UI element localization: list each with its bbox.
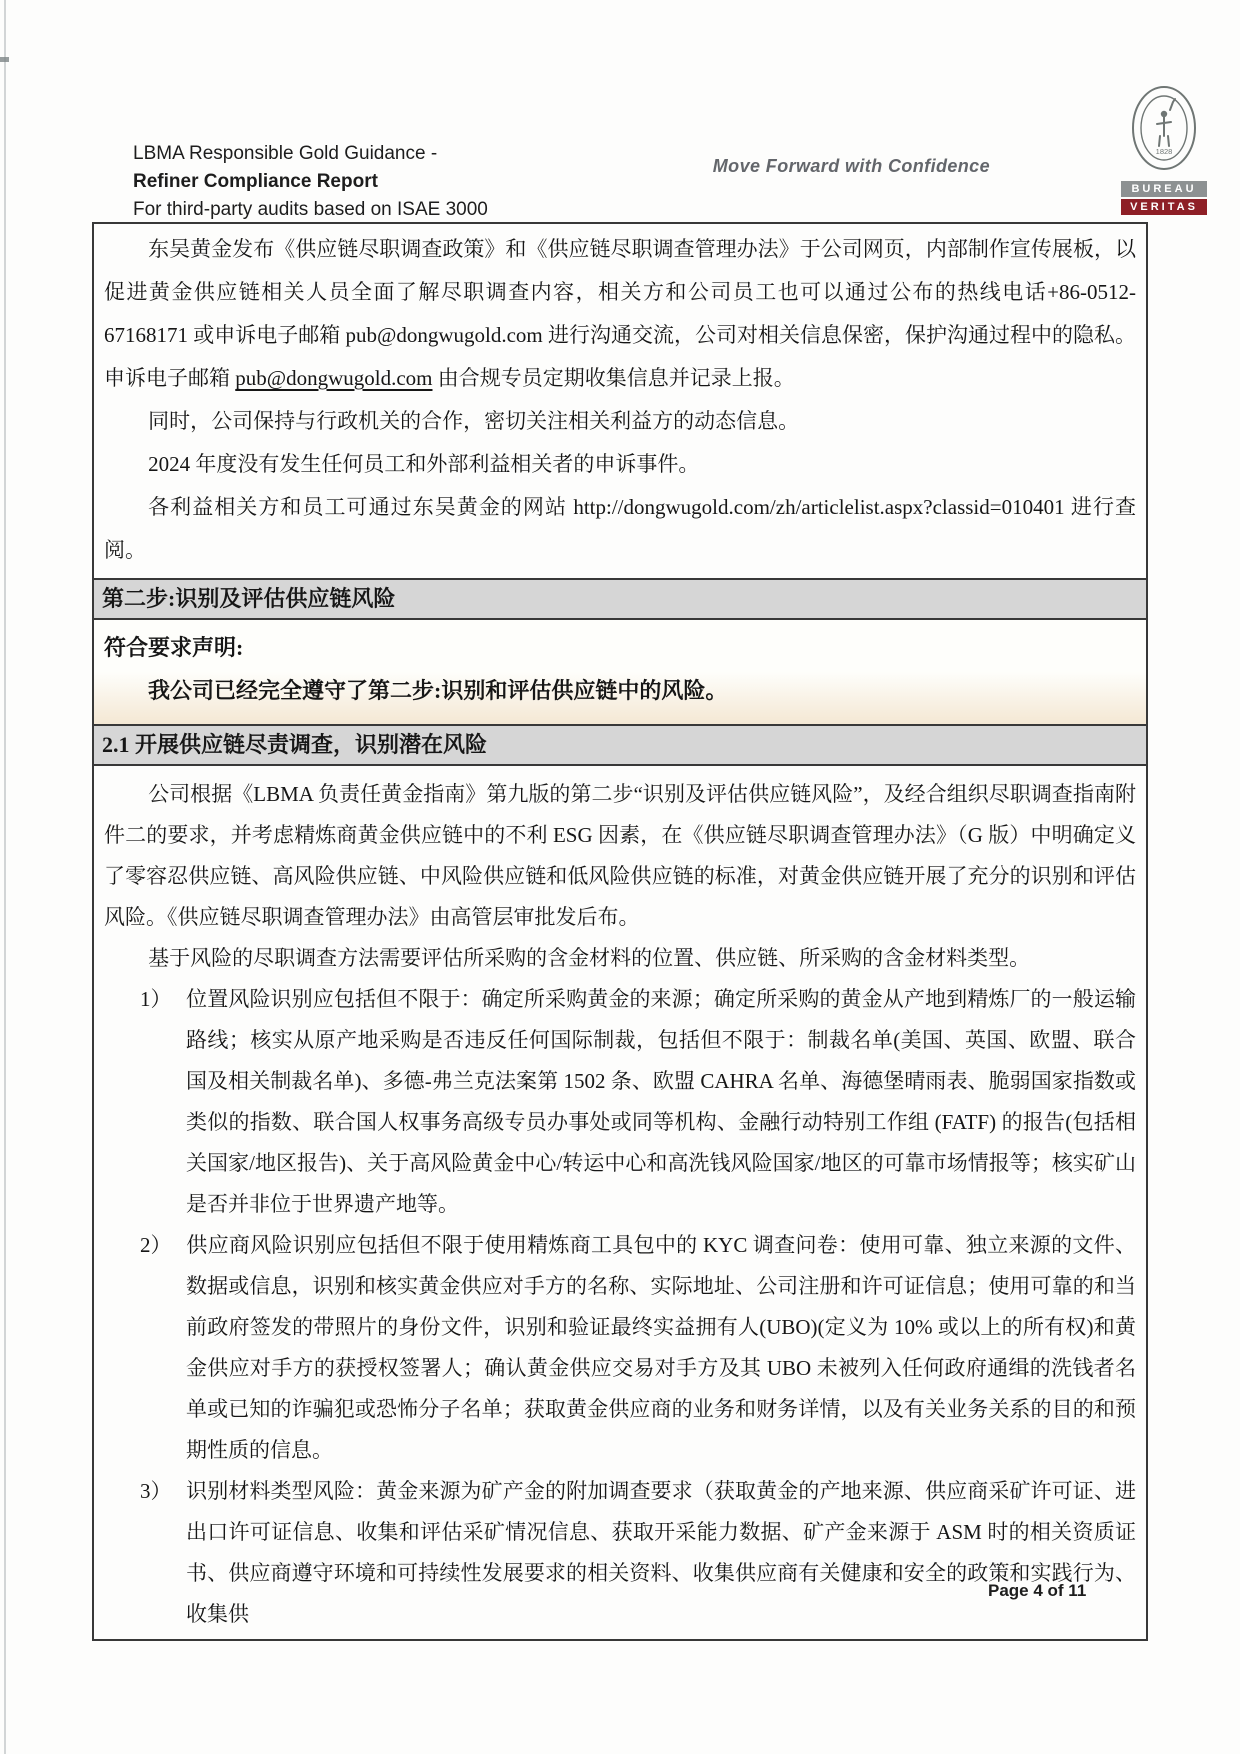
grievance-text-tail: 由合规专员定期收集信息并记录上报。	[432, 366, 795, 390]
scan-edge-artifact	[4, 0, 6, 1754]
list-item-number: 3）	[140, 1479, 172, 1503]
bv-wordmark-bureau: BUREAU	[1121, 181, 1207, 197]
section-2-1-body	[94, 766, 1146, 1639]
bv-emblem-icon	[1121, 84, 1207, 176]
list-item-text: 供应商风险识别应包括但不限于使用精炼商工具包中的 KYC 调查问卷：使用可靠、独立来源的文件、数据或信息，识别和核实黄金供应对手方的名称、实际地址、公司注册和许可证信息；使用可靠的和当前政府签发的带照片的身份文件，识别和验证最终实益拥有人(UBO)(定义为 10% 或以上的所有权)和黄金供应对手方的获授权签署人；确认黄金供应交易对手方及其 UBO 未被列入任何政府通缉的洗钱者名单或已知的诈骗犯或恐怖分子名单；获取黄金供应商的业务和财务详情，以及有关业务关系的目的和预期性质的信息。	[186, 1233, 1136, 1462]
bv-emblem-year: 1828	[1155, 147, 1173, 156]
intro-section	[94, 224, 1146, 578]
list-item-material-type-risk	[140, 1471, 1136, 1635]
bureau-veritas-tagline: Move Forward with Confidence	[712, 156, 990, 176]
paragraph-risk-based-method: 基于风险的尽职调查方法需要评估所采购的含金材料的位置、供应链、所采购的含金材料类型。	[148, 946, 1031, 970]
paragraph-grievance-channels	[104, 228, 1136, 400]
section-header-step2: 第二步:识别及评估供应链风险	[94, 578, 1146, 620]
risk-identification-list	[104, 979, 1136, 1635]
paragraph-no-complaints-2024: 2024 年度没有发生任何员工和外部利益相关者的申诉事件。	[148, 452, 700, 476]
bv-wordmark-veritas: VERITAS	[1121, 199, 1207, 215]
section-header-2-1: 2.1 开展供应链尽责调查，识别潜在风险	[94, 724, 1146, 766]
doc-title-line2: Refiner Compliance Report	[133, 171, 378, 192]
paragraph-website-access: 各利益相关方和员工可通过东吴黄金的网站 http://dongwugold.com/zh/articlelist.aspx?classid=010401 进行查阅。	[104, 495, 1136, 562]
scan-edge-mark	[0, 57, 9, 62]
compliance-declaration	[94, 620, 1146, 724]
list-item-number: 2）	[140, 1233, 172, 1257]
list-item-number: 1）	[140, 987, 172, 1011]
list-item-supplier-risk	[140, 1225, 1136, 1471]
declaration-statement: 我公司已经完全遵守了第二步:识别和评估供应链中的风险。	[148, 678, 728, 703]
report-header	[133, 140, 488, 224]
grievance-text: 东吴黄金发布《供应链尽职调查政策》和《供应链尽职调查管理办法》于公司网页，内部制作宣传展板，以促进黄金供应链相关人员全面了解尽职调查内容，相关方和公司员工也可以通过公布的热线电话+86-0512-67168171 或申诉电子邮箱 pub@dongwugold.com 进行沟通交流，公司对相关信息保密，保护沟通过程中的隐私。申诉电子邮箱	[104, 237, 1136, 390]
declaration-label: 符合要求声明:	[104, 635, 244, 660]
doc-title-line3: For third-party audits based on ISAE 3000	[133, 199, 488, 220]
list-item-location-risk	[140, 979, 1136, 1225]
bureau-veritas-logo	[1121, 84, 1207, 217]
list-item-text: 识别材料类型风险：黄金来源为矿产金的附加调查要求（获取黄金的产地来源、供应商采矿许可证、进出口许可证信息、收集和评估采矿情况信息、获取开采能力数据、矿产金来源于 ASM 时的相关资质证书、供应商遵守环境和可持续性发展要求的相关资料、收集供应商有关健康和安全的政策和实践行为、收集供	[186, 1479, 1136, 1626]
list-item-text: 位置风险识别应包括但不限于：确定所采购黄金的来源；确定所采购的黄金从产地到精炼厂的一般运输路线；核实从原产地采购是否违反任何国际制裁，包括但不限于：制裁名单(美国、英国、欧盟、联合国及相关制裁名单)、多德-弗兰克法案第 1502 条、欧盟 CAHRA 名单、海德堡晴雨表、脆弱国家指数或类似的指数、联合国人权事务高级专员办事处或同等机构、金融行动特别工作组 (FATF) 的报告(包括相关国家/地区报告)、关于高风险黄金中心/转运中心和高洗钱风险国家/地区的可靠市场情报等；核实矿山是否并非位于世界遗产地等。	[186, 987, 1136, 1216]
doc-title-line1: LBMA Responsible Gold Guidance -	[133, 143, 438, 164]
grievance-email-underlined: pub@dongwugold.com	[235, 366, 433, 390]
paragraph-risk-definition: 公司根据《LBMA 负责任黄金指南》第九版的第二步“识别及评估供应链风险”，及经合组织尽职调查指南附件二的要求，并考虑精炼商黄金供应链中的不利 ESG 因素，在《供应链尽职调查管理办法》（G 版）中明确定义了零容忍供应链、高风险供应链、中风险供应链和低风险供应链的标准，对黄金供应链开展了充分的识别和评估风险。《供应链尽职调查管理办法》由高管层审批发后布。	[104, 782, 1136, 929]
report-table	[92, 222, 1148, 1641]
page-number: Page 4 of 11	[988, 1581, 1087, 1600]
paragraph-authority-cooperation: 同时，公司保持与行政机关的合作，密切关注相关利益方的动态信息。	[148, 409, 800, 433]
